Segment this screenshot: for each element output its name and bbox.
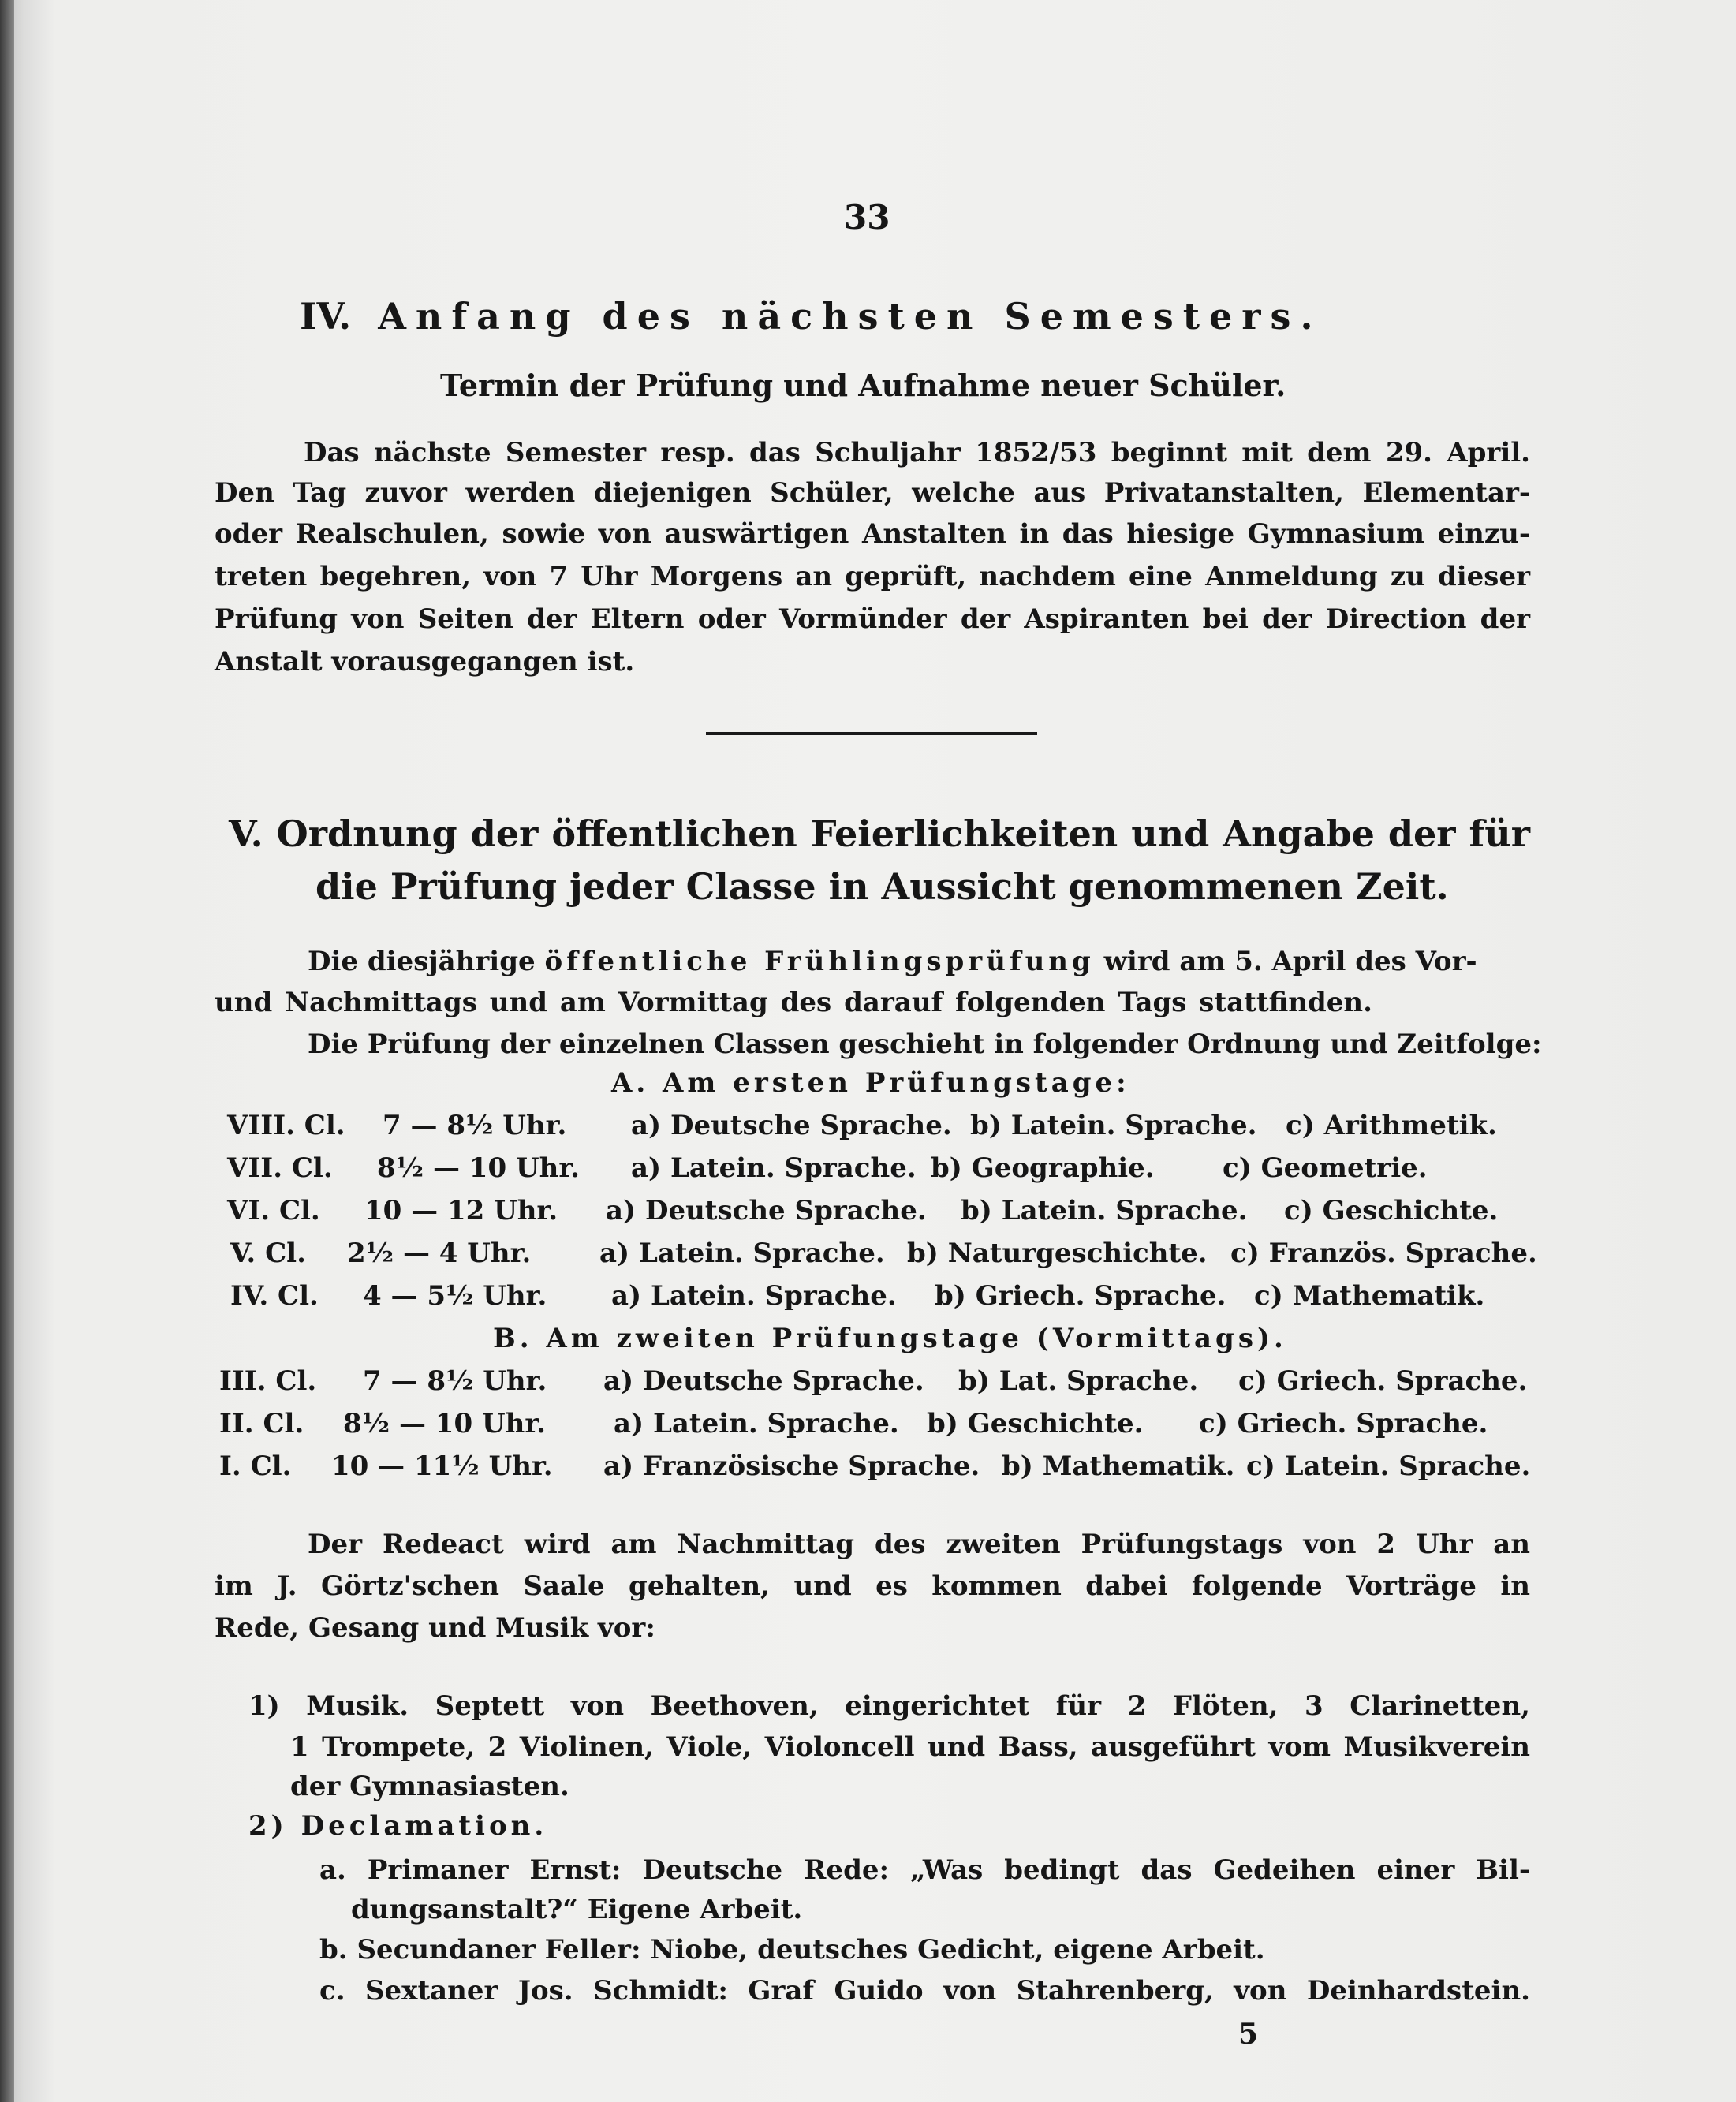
section-5-heading-line-1: V. Ordnung der öffentlichen Feierlichkeiten und Angabe der für [229,812,1530,855]
redeact-line-2: im J. Görtz'schen Saale gehalten, und es kommen dabei folgende Vorträge in [215,1570,1530,1602]
program-item-1-line-1: 1) Musik. Septett von Beethoven, eingerichtet für 2 Flöten, 3 Clarinetten, [248,1690,1530,1722]
page-number: 33 [844,198,890,237]
subject-a: a) Latein. Sprache. [631,1152,917,1184]
redeact-line-3: Rede, Gesang und Musik vor: [215,1612,655,1644]
section-4-line-5: Prüfung von Seiten der Eltern oder Vormünder der Aspiranten bei der Direction der [215,603,1530,635]
program-item-1-line-3: der Gymnasiasten. [290,1771,569,1802]
intro-line-1-part-c: wird am 5. April des Vor- [1103,946,1477,977]
class-time: 10 — 11½ Uhr. [331,1450,553,1482]
section-4-line-3: oder Realschulen, sowie von auswärtigen Anstalten in das hiesige Gymnasium einzu- [215,518,1530,550]
program-item-2b: b. Secundaner Feller: Niobe, deutsches Gedicht, eigene Arbeit. [319,1934,1265,1966]
day-1-heading: A. Am ersten Prüfungstage: [611,1067,1130,1099]
section-4-line-2: Den Tag zuvor werden diejenigen Schüler, welche aus Privatanstalten, Elementar- [215,477,1530,509]
subject-c: c) Geschichte. [1284,1195,1499,1226]
section-divider [706,732,1037,735]
subject-a: a) Deutsche Sprache. [606,1195,927,1226]
subject-b: b) Naturgeschichte. [907,1238,1208,1269]
subject-c: c) Französ. Sprache. [1230,1238,1537,1269]
program-item-1-line-2: 1 Trompete, 2 Violinen, Viole, Violoncell und Bass, ausgeführt vom Musikverein [290,1731,1530,1763]
subject-a: a) Latein. Sprache. [599,1238,885,1269]
section-5-heading-line-2: die Prüfung jeder Classe in Aussicht genommenen Zeit. [315,865,1449,908]
class-time: 7 — 8½ Uhr. [363,1365,547,1397]
intro-line-3: Die Prüfung der einzelnen Classen geschieht in folgender Ordnung und Zeitfolge: [308,1029,1542,1060]
subject-a: a) Deutsche Sprache. [631,1110,952,1141]
program-item-2a-line-2: dungsanstalt?“ Eigene Arbeit. [351,1894,803,1925]
subject-c: c) Griech. Sprache. [1199,1408,1488,1439]
section-4-heading [300,295,1323,338]
section-4-line-6: Anstalt vorausgegangen ist. [215,646,635,678]
subject-b: b) Mathematik. [1002,1450,1235,1482]
class-label: V. Cl. [230,1238,306,1269]
subject-a: a) Latein. Sprache. [614,1408,899,1439]
class-time: 4 — 5½ Uhr. [363,1280,547,1312]
subject-b: b) Latein. Sprache. [961,1195,1248,1226]
class-label: VIII. Cl. [227,1110,345,1141]
section-4-subheading: Termin der Prüfung und Aufnahme neuer Schüler. [440,368,1286,403]
intro-line-1-part-a: Die diesjährige [308,946,536,977]
section-4-line-1: Das nächste Semester resp. das Schuljahr 1852/53 beginnt mit dem 29. April. [304,437,1530,469]
class-label: I. Cl. [219,1450,292,1482]
class-label: III. Cl. [219,1365,317,1397]
class-time: 10 — 12 Uhr. [364,1195,558,1226]
intro-line-1-spaced: öffentliche Frühlingsprüfung [544,946,1095,977]
subject-c: c) Latein. Sprache. [1246,1450,1531,1482]
class-label: II. Cl. [219,1408,304,1439]
subject-a: a) Latein. Sprache. [611,1280,897,1312]
class-time: 2½ — 4 Uhr. [347,1238,532,1269]
subject-a: a) Deutsche Sprache. [603,1365,924,1397]
intro-line-1 [308,945,1477,978]
signature-mark: 5 [1238,2018,1259,2051]
subject-b: b) Lat. Sprache. [958,1365,1199,1397]
subject-b: b) Griech. Sprache. [935,1280,1226,1312]
subject-b: b) Geographie. [931,1152,1155,1184]
subject-c: c) Arithmetik. [1286,1110,1497,1141]
class-label: VII. Cl. [227,1152,333,1184]
book-gutter [0,0,14,2102]
subject-c: c) Griech. Sprache. [1238,1365,1528,1397]
class-time: 7 — 8½ Uhr. [383,1110,567,1141]
subject-c: c) Mathematik. [1254,1280,1485,1312]
subject-b: b) Latein. Sprache. [970,1110,1257,1141]
day-2-heading: B. Am zweiten Prüfungstage (Vormittags). [493,1323,1287,1354]
class-label: VI. Cl. [227,1195,320,1226]
class-time: 8½ — 10 Uhr. [343,1408,546,1439]
class-time: 8½ — 10 Uhr. [377,1152,580,1184]
section-4-title: Anfang des nächsten Semesters. [378,295,1323,338]
redeact-line-1: Der Redeact wird am Nachmittag des zweiten Prüfungstags von 2 Uhr an [308,1529,1530,1560]
section-4-number: IV. [300,295,352,338]
class-label: IV. Cl. [230,1280,319,1312]
program-item-2: 2) Declamation. [248,1810,548,1842]
subject-c: c) Geometrie. [1223,1152,1428,1184]
program-item-2a-line-1: a. Primaner Ernst: Deutsche Rede: „Was bedingt das Gedeihen einer Bil- [319,1854,1530,1886]
intro-line-2: und Nachmittags und am Vormittag des darauf folgenden Tags stattfinden. [215,987,1372,1018]
subject-b: b) Geschichte. [927,1408,1144,1439]
subject-a: a) Französische Sprache. [603,1450,980,1482]
section-4-line-4: treten begehren, von 7 Uhr Morgens an geprüft, nachdem eine Anmeldung zu dieser [215,561,1530,592]
program-item-2c: c. Sextaner Jos. Schmidt: Graf Guido von Stahrenberg, von Deinhardstein. [319,1975,1530,2007]
